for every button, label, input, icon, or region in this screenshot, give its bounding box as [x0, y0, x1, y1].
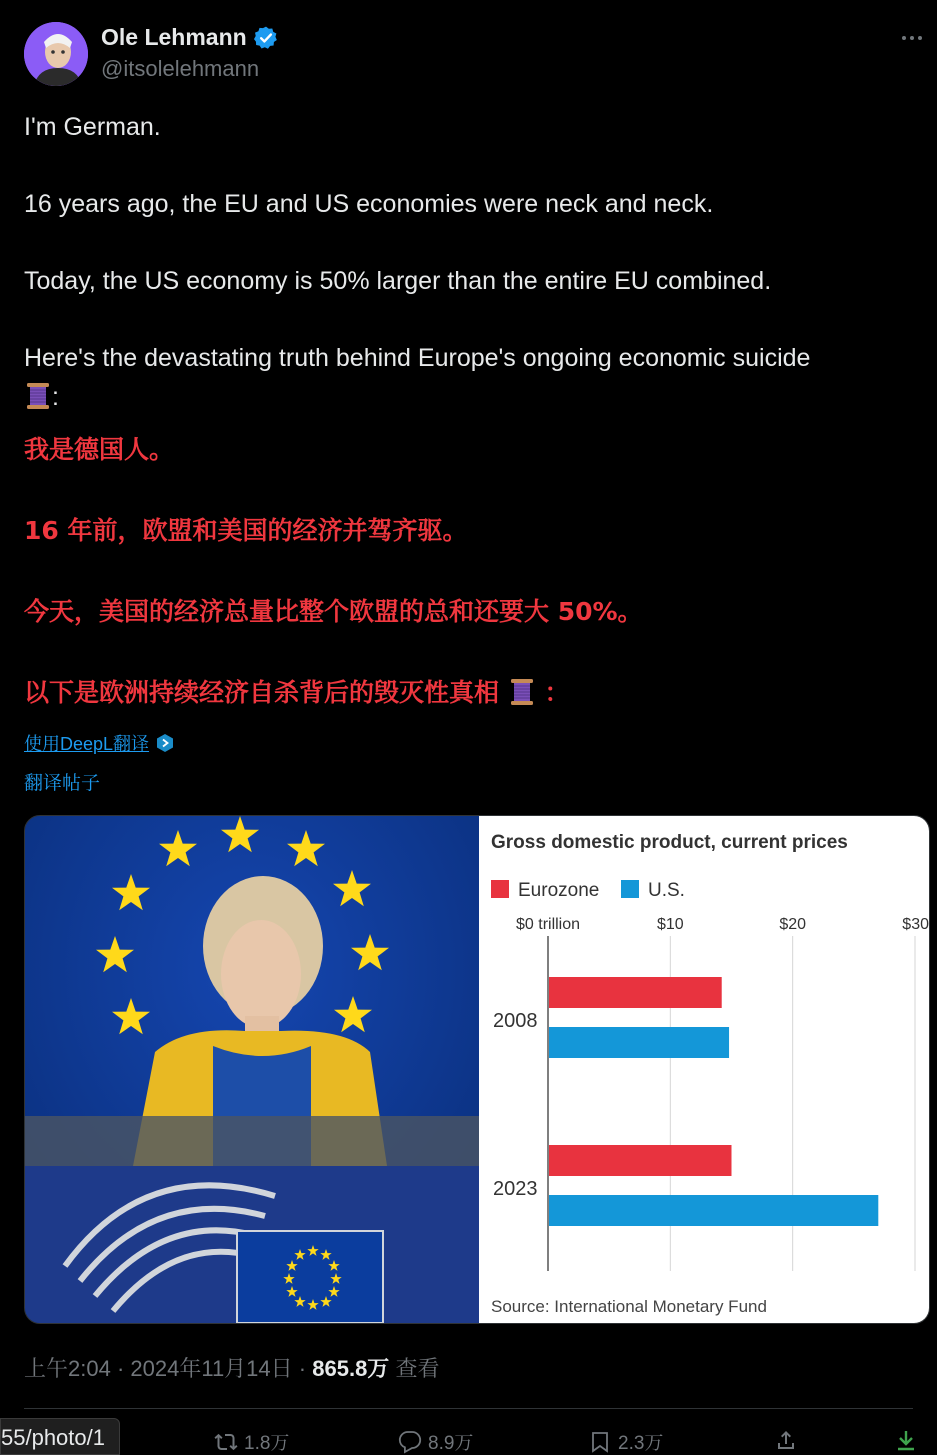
bookmark-button[interactable]	[588, 1428, 663, 1455]
photo-eu-parliament[interactable]	[25, 816, 479, 1324]
legend-swatch	[621, 880, 639, 898]
display-name[interactable]: Ole Lehmann	[101, 24, 247, 50]
download-icon	[894, 1428, 918, 1452]
translation-line-suffix: ：	[544, 678, 570, 707]
legend-label: U.S.	[648, 880, 685, 901]
share-icon	[774, 1428, 798, 1452]
tweet-line	[24, 339, 919, 416]
divider	[24, 1408, 913, 1409]
status-url-tooltip: 55/photo/1	[0, 1418, 120, 1455]
tweet-time[interactable]: 上午2:04	[24, 1356, 111, 1381]
tweet-media[interactable]	[24, 815, 930, 1324]
views-label: 查看	[395, 1356, 440, 1381]
tweet-line-suffix: :	[52, 382, 59, 411]
chart-legend	[491, 880, 685, 901]
x-tick-label: $10	[656, 916, 684, 933]
deepl-translate-link[interactable]	[24, 730, 175, 756]
share-button[interactable]	[774, 1428, 798, 1452]
avatar[interactable]	[24, 22, 88, 86]
x-tick-label: $20	[779, 916, 807, 933]
chart-categories	[493, 1010, 538, 1200]
tweet-date[interactable]: 2024年11月14日	[130, 1356, 293, 1381]
meta-separator: ·	[116, 1356, 125, 1381]
verified-badge-icon	[253, 25, 279, 51]
translation-line: 今天，美国的经济总量比整个欧盟的总和还要大 50%。	[24, 597, 643, 626]
translation-line	[24, 673, 919, 714]
gdp-chart[interactable]	[479, 816, 930, 1324]
tweet-meta	[24, 1352, 439, 1383]
bar-us-2023	[549, 1195, 878, 1226]
deepl-icon	[155, 733, 175, 753]
reply-icon	[398, 1430, 422, 1454]
chart-bars	[549, 977, 878, 1226]
translation-line: 16 年前，欧盟和美国的经济并驾齐驱。	[24, 516, 468, 545]
x-tick-label: $30	[902, 916, 929, 933]
more-options-icon[interactable]	[897, 28, 927, 48]
tweet-line-text: Here's the devastating truth behind Europe's ongoing economic suicide	[24, 344, 811, 372]
meta-separator: ·	[298, 1356, 307, 1381]
legend-swatch	[491, 880, 509, 898]
name-row	[101, 24, 279, 51]
retweet-icon	[214, 1430, 238, 1454]
view-count: 865.8万	[312, 1356, 390, 1381]
bookmark-count: 2.3万	[618, 1433, 664, 1454]
bar-eurozone-2008	[549, 977, 722, 1008]
translate-post-link[interactable]: 翻译帖子	[24, 773, 101, 794]
category-label: 2023	[493, 1178, 538, 1200]
thread-spool-icon	[508, 677, 536, 707]
tweet-line: Today, the US economy is 50% larger than the entire EU combined.	[24, 267, 772, 295]
bar-eurozone-2023	[549, 1145, 732, 1176]
retweet-button[interactable]	[214, 1428, 289, 1455]
bookmark-icon	[588, 1430, 612, 1454]
chart-source: Source: International Monetary Fund	[491, 1297, 767, 1316]
reply-count: 8.9万	[428, 1433, 474, 1454]
retweet-count: 1.8万	[244, 1433, 290, 1454]
download-button[interactable]	[894, 1428, 918, 1452]
tweet-line: I'm German.	[24, 113, 161, 141]
legend-label: Eurozone	[518, 880, 600, 901]
category-label: 2008	[493, 1010, 538, 1032]
tweet-header	[24, 22, 913, 86]
translated-text	[24, 430, 919, 714]
chart-title: Gross domestic product, current prices	[491, 832, 848, 853]
translation-line-text: 以下是欧洲持续经济自杀背后的毁灭性真相	[24, 678, 500, 707]
action-bar	[0, 1420, 937, 1455]
user-handle[interactable]: @itsolelehmann	[101, 56, 260, 81]
x-tick-label: $0 trillion	[516, 916, 581, 933]
bar-us-2008	[549, 1027, 729, 1058]
deepl-link-label: 使用DeepL翻译	[24, 734, 150, 754]
tweet-text	[24, 108, 919, 416]
translation-line: 我是德国人。	[24, 435, 175, 464]
tweet-line: 16 years ago, the EU and US economies were neck and neck.	[24, 190, 714, 218]
thread-spool-icon	[24, 381, 52, 411]
reply-button[interactable]	[398, 1428, 473, 1455]
